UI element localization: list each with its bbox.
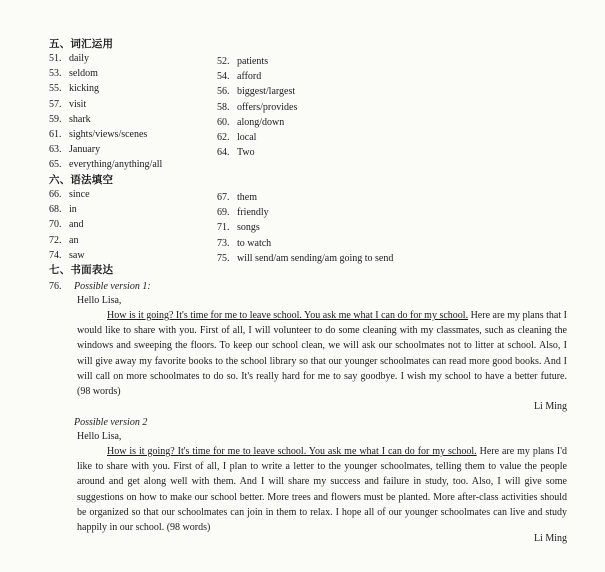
answer-item	[217, 116, 284, 129]
answer-number: 61.	[49, 129, 62, 140]
answer-item	[49, 158, 162, 171]
answer-item	[217, 237, 271, 250]
answer-number: 57.	[49, 98, 62, 110]
answer-item	[49, 98, 86, 111]
answer-item	[49, 82, 99, 95]
answer-number: 65.	[49, 159, 62, 171]
answer-text: an	[69, 234, 79, 246]
version-2-greeting: Hello Lisa,	[77, 431, 122, 442]
answer-number: 55.	[49, 83, 62, 95]
answer-item	[49, 249, 85, 262]
answer-number: 54.	[217, 71, 230, 83]
answer-item	[49, 234, 78, 247]
answer-text: January	[69, 144, 101, 156]
answer-number: 69.	[217, 207, 230, 219]
answer-item	[49, 218, 83, 231]
answer-item	[49, 188, 90, 201]
version-1-text: Here are my plans that I would like to share with you. First of all, I will volunteer to do some cleaning with my classmates, such as cleaning the windows and sweeping the floors. To keep our school clean, we will ask our schoolmates not to litter at school. Also, I will give away my favorite books to the school library so that our younger schoolmates can read more good books. And I will call on more schoolmates to do so. It's really hard for me to say goodbye. I wish my school to have a better future. (98 words)	[77, 310, 567, 398]
answer-number: 74.	[49, 249, 62, 261]
answer-number: 70.	[49, 219, 62, 231]
answer-number: 72.	[49, 234, 62, 246]
answer-item	[217, 191, 257, 204]
answer-text: daily	[69, 53, 89, 64]
answer-number: 56.	[217, 86, 230, 98]
answer-text: offers/provides	[237, 101, 298, 113]
answer-number: 53.	[49, 68, 62, 80]
answer-number: 73.	[217, 237, 230, 249]
answer-item	[217, 101, 297, 114]
answer-text: patients	[237, 56, 269, 67]
answer-number: 71.	[217, 222, 230, 234]
answer-text: afford	[237, 71, 262, 83]
answer-number: 63.	[49, 144, 62, 156]
answer-item	[49, 128, 147, 141]
answer-text: will send/am sending/am going to send	[237, 252, 394, 264]
answer-text: saw	[69, 249, 85, 261]
answer-text: shark	[69, 113, 91, 125]
answer-item	[49, 143, 100, 156]
version-1-signature: Li Ming	[533, 401, 567, 412]
answer-number: 52.	[217, 56, 230, 67]
answer-text: to watch	[237, 237, 272, 249]
answer-text: songs	[237, 222, 260, 234]
answer-item	[217, 252, 393, 265]
answer-item	[217, 131, 256, 144]
answer-item	[217, 70, 261, 83]
version-1-body	[77, 308, 567, 399]
answer-number: 64.	[217, 147, 230, 159]
version-2-signature: Li Ming	[533, 533, 567, 544]
answer-text: kicking	[69, 83, 99, 95]
answer-item	[217, 221, 260, 234]
answer-number: 66.	[49, 189, 62, 200]
answer-item	[49, 203, 77, 216]
answer-text: everything/anything/all	[69, 159, 163, 171]
answer-item	[217, 55, 268, 68]
answer-text: since	[69, 189, 90, 200]
version-2-underlined: How is it going? It's time for me to leave school. You ask me what I can do for my school.	[107, 446, 477, 457]
answer-number: 58.	[217, 101, 230, 113]
answer-text: biggest/largest	[237, 86, 296, 98]
section-6-heading: 六、语法填空	[49, 174, 114, 186]
answer-text: friendly	[237, 207, 269, 219]
answer-item	[49, 113, 91, 126]
answer-text: local	[237, 132, 257, 143]
answer-item	[217, 146, 255, 159]
version-2-body	[77, 444, 567, 535]
answer-number: 60.	[217, 116, 230, 128]
answer-text: visit	[69, 98, 87, 110]
answer-text: sights/views/scenes	[69, 129, 148, 140]
answer-item	[49, 52, 89, 65]
version-1-greeting: Hello Lisa,	[77, 295, 122, 306]
section-7-heading: 七、书面表达	[49, 264, 114, 276]
version-1-underlined: How is it going? It's time for me to leave school. You ask me what I can do for my school.	[107, 310, 469, 321]
question-number: 76.	[49, 281, 62, 292]
answer-text: along/down	[237, 116, 285, 128]
version-1-title: Possible version 1:	[74, 281, 151, 292]
answer-number: 51.	[49, 53, 62, 64]
answer-text: seldom	[69, 68, 98, 80]
answer-number: 67.	[217, 192, 230, 203]
answer-text: and	[69, 219, 84, 231]
answer-text: in	[69, 204, 77, 216]
answer-item	[49, 67, 98, 80]
answer-item	[217, 206, 269, 219]
answer-number: 59.	[49, 113, 62, 125]
version-2-text: Here are my plans I'd like to share with you. First of all, I plan to write a letter to the younger schoolmates, telling them to value the people around and get along well with them. And I will share my success and failure in study, too. Also, I will give some suggestions on how to make our school better. More trees and flowers must be planted. More after-class activities should be organized so that our schoolmates can join in them to relax. I hope all of our younger schoolmates can live and study happily in our school. (98 words)	[77, 446, 567, 534]
answer-text: them	[237, 192, 257, 203]
section-5-heading: 五、词汇运用	[49, 38, 114, 50]
answer-text: Two	[237, 147, 255, 159]
answer-item	[217, 85, 295, 98]
answer-number: 75.	[217, 252, 230, 264]
answer-number: 62.	[217, 132, 230, 143]
version-2-title: Possible version 2	[74, 417, 148, 428]
answer-number: 68.	[49, 204, 62, 216]
